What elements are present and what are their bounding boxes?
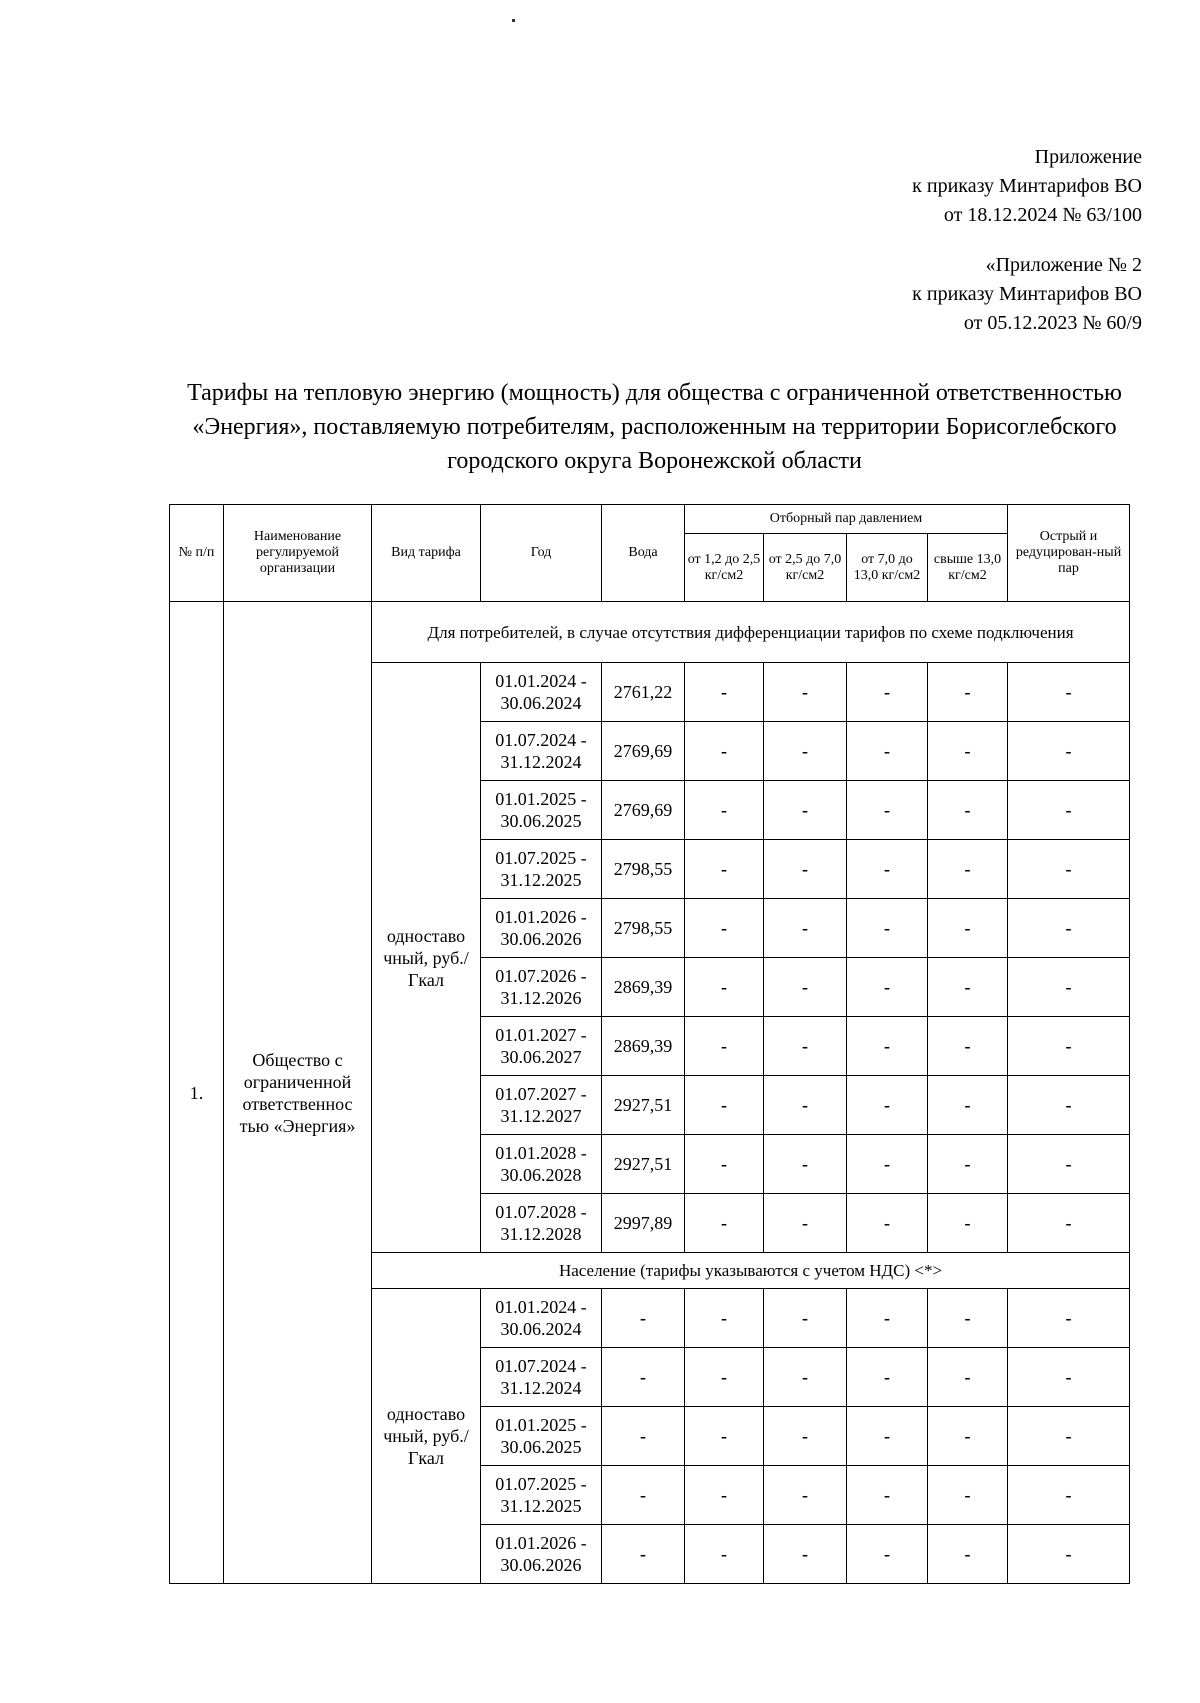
header-steam-4: свыше 13,0 кг/см2 [928,534,1008,602]
appendix-line: «Приложение № 2 [985,254,1142,276]
steam-tariff-cell: - [847,840,928,899]
steam-tariff-cell: - [847,1135,928,1194]
water-tariff-cell: - [602,1525,685,1584]
steam-tariff-cell: - [847,1466,928,1525]
scan-speck [512,19,515,22]
steam-tariff-cell: - [928,1017,1008,1076]
steam-tariff-cell: - [928,1076,1008,1135]
period-cell: 01.01.2025 - 30.06.2025 [481,781,602,840]
period-cell: 01.07.2024 - 31.12.2024 [481,1348,602,1407]
header-water: Вода [602,505,685,602]
header-num: № п/п [170,505,224,602]
water-tariff-cell: 2869,39 [602,1017,685,1076]
water-tariff-cell: 2769,69 [602,781,685,840]
steam-tariff-cell: - [847,899,928,958]
steam-tariff-cell: - [764,1194,847,1253]
header-steam-1: от 1,2 до 2,5 кг/см2 [685,534,764,602]
steam-tariff-cell: - [928,840,1008,899]
steam-tariff-cell: - [685,1194,764,1253]
water-tariff-cell: 2927,51 [602,1076,685,1135]
tariff-type: одноставо чный, руб./Гкал [372,1289,481,1584]
steam-tariff-cell: - [764,1407,847,1466]
tariff-type: одноставо чный, руб./Гкал [372,663,481,1253]
water-tariff-cell: 2769,69 [602,722,685,781]
row-number: 1. [170,602,224,1584]
steam-tariff-cell: - [685,1076,764,1135]
sharp-steam-cell: - [1008,1525,1130,1584]
steam-tariff-cell: - [685,781,764,840]
water-tariff-cell: - [602,1466,685,1525]
steam-tariff-cell: - [685,1348,764,1407]
steam-tariff-cell: - [847,722,928,781]
steam-tariff-cell: - [685,1466,764,1525]
period-cell: 01.07.2027 - 31.12.2027 [481,1076,602,1135]
steam-tariff-cell: - [764,1017,847,1076]
steam-tariff-cell: - [764,958,847,1017]
steam-tariff-cell: - [685,1135,764,1194]
steam-tariff-cell: - [685,1289,764,1348]
steam-tariff-cell: - [928,1407,1008,1466]
section-title: Население (тарифы указываются с учетом НДС) <*> [372,1253,1130,1289]
water-tariff-cell: - [602,1407,685,1466]
period-cell: 01.01.2027 - 30.06.2027 [481,1017,602,1076]
steam-tariff-cell: - [764,1466,847,1525]
sharp-steam-cell: - [1008,1289,1130,1348]
steam-tariff-cell: - [685,663,764,722]
appendix-line: к приказу Минтарифов ВО [912,175,1142,197]
steam-tariff-cell: - [685,722,764,781]
steam-tariff-cell: - [928,1466,1008,1525]
water-tariff-cell: - [602,1289,685,1348]
steam-tariff-cell: - [847,1194,928,1253]
steam-tariff-cell: - [928,1135,1008,1194]
steam-tariff-cell: - [928,899,1008,958]
period-cell: 01.01.2026 - 30.06.2026 [481,899,602,958]
section-header-row [170,602,1130,663]
steam-tariff-cell: - [685,899,764,958]
sharp-steam-cell: - [1008,722,1130,781]
sharp-steam-cell: - [1008,1017,1130,1076]
water-tariff-cell: 2798,55 [602,899,685,958]
steam-tariff-cell: - [928,958,1008,1017]
steam-tariff-cell: - [928,1525,1008,1584]
steam-tariff-cell: - [928,722,1008,781]
organization-name: Общество с ограниченной ответственнос тью «Энергия» [224,602,372,1584]
sharp-steam-cell: - [1008,1135,1130,1194]
sharp-steam-cell: - [1008,1076,1130,1135]
steam-tariff-cell: - [764,1135,847,1194]
header-org: Наименование регулируемой организации [224,505,372,602]
steam-tariff-cell: - [764,722,847,781]
steam-tariff-cell: - [928,1194,1008,1253]
appendix-line: Приложение [1034,146,1142,168]
period-cell: 01.01.2028 - 30.06.2028 [481,1135,602,1194]
header-steam-2: от 2,5 до 7,0 кг/см2 [764,534,847,602]
steam-tariff-cell: - [847,1348,928,1407]
period-cell: 01.01.2026 - 30.06.2026 [481,1525,602,1584]
water-tariff-cell: - [602,1348,685,1407]
steam-tariff-cell: - [764,781,847,840]
sharp-steam-cell: - [1008,1348,1130,1407]
section-title: Для потребителей, в случае отсутствия дифференциации тарифов по схеме подключения [372,602,1130,663]
steam-tariff-cell: - [764,840,847,899]
appendix-line: к приказу Минтарифов ВО [912,283,1142,305]
steam-tariff-cell: - [685,1017,764,1076]
steam-tariff-cell: - [685,1407,764,1466]
period-cell: 01.07.2025 - 31.12.2025 [481,840,602,899]
water-tariff-cell: 2761,22 [602,663,685,722]
steam-tariff-cell: - [847,663,928,722]
sharp-steam-cell: - [1008,1466,1130,1525]
header-sharp-steam: Острый и редуцирован-ный пар [1008,505,1130,602]
steam-tariff-cell: - [764,1289,847,1348]
period-cell: 01.01.2025 - 30.06.2025 [481,1407,602,1466]
steam-tariff-cell: - [847,781,928,840]
water-tariff-cell: 2997,89 [602,1194,685,1253]
steam-tariff-cell: - [847,1525,928,1584]
steam-tariff-cell: - [928,1289,1008,1348]
period-cell: 01.07.2024 - 31.12.2024 [481,722,602,781]
steam-tariff-cell: - [847,1076,928,1135]
period-cell: 01.07.2026 - 31.12.2026 [481,958,602,1017]
sharp-steam-cell: - [1008,663,1130,722]
steam-tariff-cell: - [847,1017,928,1076]
steam-tariff-cell: - [764,1525,847,1584]
steam-tariff-cell: - [928,1348,1008,1407]
sharp-steam-cell: - [1008,1407,1130,1466]
header-steam-3: от 7,0 до 13,0 кг/см2 [847,534,928,602]
steam-tariff-cell: - [847,958,928,1017]
steam-tariff-cell: - [764,663,847,722]
sharp-steam-cell: - [1008,899,1130,958]
steam-tariff-cell: - [847,1289,928,1348]
period-cell: 01.01.2024 - 30.06.2024 [481,1289,602,1348]
sharp-steam-cell: - [1008,1194,1130,1253]
period-cell: 01.07.2028 - 31.12.2028 [481,1194,602,1253]
sharp-steam-cell: - [1008,840,1130,899]
period-cell: 01.07.2025 - 31.12.2025 [481,1466,602,1525]
header-year: Год [481,505,602,602]
steam-tariff-cell: - [847,1407,928,1466]
steam-tariff-cell: - [928,781,1008,840]
water-tariff-cell: 2869,39 [602,958,685,1017]
water-tariff-cell: 2927,51 [602,1135,685,1194]
water-tariff-cell: 2798,55 [602,840,685,899]
steam-tariff-cell: - [928,663,1008,722]
steam-tariff-cell: - [764,1076,847,1135]
steam-tariff-cell: - [685,840,764,899]
sharp-steam-cell: - [1008,958,1130,1017]
steam-tariff-cell: - [764,1348,847,1407]
tariff-table [169,504,1130,1584]
document-title: Тарифы на тепловую энергию (мощность) для общества с ограниченной ответственностью «Энергия», поставляемую потребителям, расположенным на территории Борисоглебского городского округа Воронежской области [187,380,1122,474]
appendix-line: от 18.12.2024 № 63/100 [943,204,1142,226]
header-tariff-type: Вид тарифа [372,505,481,602]
period-cell: 01.01.2024 - 30.06.2024 [481,663,602,722]
steam-tariff-cell: - [685,958,764,1017]
steam-tariff-cell: - [764,899,847,958]
appendix-line: от 05.12.2023 № 60/9 [963,312,1142,334]
steam-tariff-cell: - [685,1525,764,1584]
sharp-steam-cell: - [1008,781,1130,840]
appendix-reference-current [912,143,1142,230]
header-steam-group: Отборный пар давлением [685,505,1008,534]
appendix-reference-original [912,251,1142,338]
